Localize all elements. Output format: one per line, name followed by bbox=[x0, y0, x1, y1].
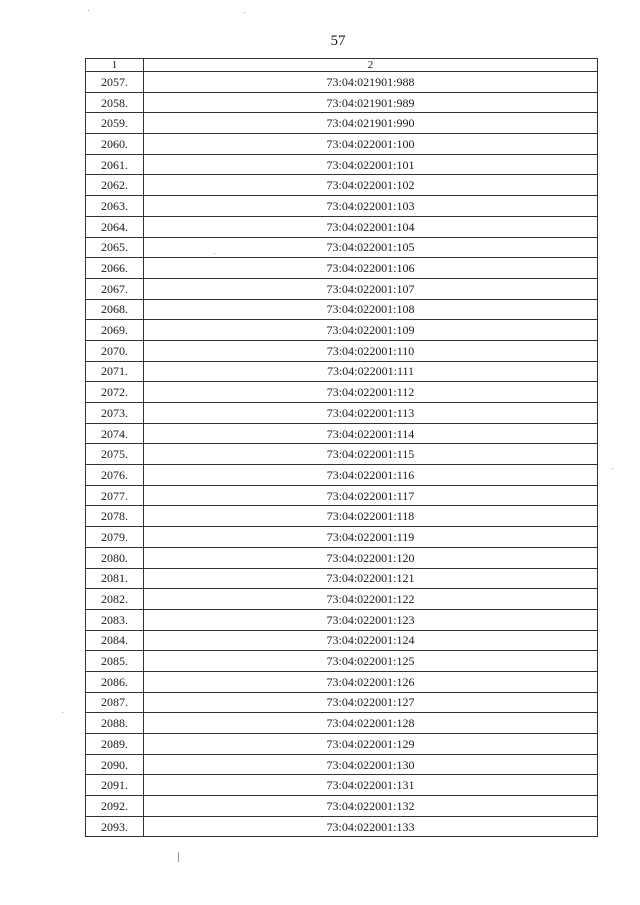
cadastral-number-cell: 73:04:021901:990 bbox=[144, 113, 598, 134]
row-number-cell: 2076. bbox=[86, 465, 144, 486]
table-row bbox=[86, 506, 598, 527]
cadastral-number-cell: 73:04:022001:122 bbox=[144, 589, 598, 610]
scan-speck bbox=[214, 253, 215, 254]
cadastral-number-cell: 73:04:022001:112 bbox=[144, 382, 598, 403]
row-number-cell: 2085. bbox=[86, 651, 144, 672]
row-number-cell: 2082. bbox=[86, 589, 144, 610]
table-row bbox=[86, 547, 598, 568]
row-number-cell: 2060. bbox=[86, 134, 144, 155]
table-row bbox=[86, 609, 598, 630]
cadastral-number-cell: 73:04:021901:989 bbox=[144, 92, 598, 113]
row-number-cell: 2061. bbox=[86, 154, 144, 175]
table-row bbox=[86, 196, 598, 217]
table-row bbox=[86, 796, 598, 817]
cadastral-number-cell: 73:04:022001:131 bbox=[144, 775, 598, 796]
table-body bbox=[86, 72, 598, 837]
cadastral-number-cell: 73:04:022001:118 bbox=[144, 506, 598, 527]
table-row bbox=[86, 465, 598, 486]
row-number-cell: 2068. bbox=[86, 299, 144, 320]
cadastral-number-cell: 73:04:022001:107 bbox=[144, 278, 598, 299]
cadastral-number-cell: 73:04:022001:104 bbox=[144, 216, 598, 237]
column-header-cadastral-number: 2 bbox=[144, 59, 598, 72]
cadastral-number-cell: 73:04:022001:113 bbox=[144, 403, 598, 424]
cadastral-number-cell: 73:04:022001:103 bbox=[144, 196, 598, 217]
table-row bbox=[86, 713, 598, 734]
table-row bbox=[86, 258, 598, 279]
cadastral-number-cell: 73:04:022001:119 bbox=[144, 527, 598, 548]
cadastral-number-cell: 73:04:022001:126 bbox=[144, 671, 598, 692]
table-row bbox=[86, 154, 598, 175]
cadastral-number-cell: 73:04:022001:101 bbox=[144, 154, 598, 175]
row-number-cell: 2077. bbox=[86, 485, 144, 506]
table-row bbox=[86, 816, 598, 837]
table-row bbox=[86, 92, 598, 113]
table-header-row bbox=[86, 59, 598, 72]
table-row bbox=[86, 754, 598, 775]
row-number-cell: 2071. bbox=[86, 361, 144, 382]
table-row bbox=[86, 382, 598, 403]
cadastral-number-cell: 73:04:022001:123 bbox=[144, 609, 598, 630]
column-header-number: 1 bbox=[86, 59, 144, 72]
cadastral-number-cell: 73:04:022001:133 bbox=[144, 816, 598, 837]
row-number-cell: 2070. bbox=[86, 340, 144, 361]
table-row bbox=[86, 775, 598, 796]
table-row bbox=[86, 630, 598, 651]
row-number-cell: 2074. bbox=[86, 423, 144, 444]
cadastral-number-cell: 73:04:022001:111 bbox=[144, 361, 598, 382]
scan-speck bbox=[178, 852, 179, 862]
row-number-cell: 2057. bbox=[86, 72, 144, 93]
row-number-cell: 2059. bbox=[86, 113, 144, 134]
cadastral-number-cell: 73:04:022001:114 bbox=[144, 423, 598, 444]
cadastral-number-cell: 73:04:022001:110 bbox=[144, 340, 598, 361]
row-number-cell: 2065. bbox=[86, 237, 144, 258]
row-number-cell: 2062. bbox=[86, 175, 144, 196]
row-number-cell: 2064. bbox=[86, 216, 144, 237]
row-number-cell: 2073. bbox=[86, 403, 144, 424]
row-number-cell: 2078. bbox=[86, 506, 144, 527]
page-number: 57 bbox=[330, 33, 346, 49]
table-row bbox=[86, 113, 598, 134]
cadastral-number-cell: 73:04:022001:106 bbox=[144, 258, 598, 279]
row-number-cell: 2087. bbox=[86, 692, 144, 713]
row-number-cell: 2075. bbox=[86, 444, 144, 465]
table-row bbox=[86, 589, 598, 610]
table-row bbox=[86, 299, 598, 320]
cadastral-number-cell: 73:04:022001:105 bbox=[144, 237, 598, 258]
table-row bbox=[86, 134, 598, 155]
cadastral-number-cell: 73:04:022001:116 bbox=[144, 465, 598, 486]
cadastral-number-cell: 73:04:022001:115 bbox=[144, 444, 598, 465]
cadastral-number-cell: 73:04:022001:100 bbox=[144, 134, 598, 155]
cadastral-table bbox=[85, 58, 598, 837]
scan-speck bbox=[612, 468, 613, 469]
row-number-cell: 2089. bbox=[86, 734, 144, 755]
cadastral-number-cell: 73:04:022001:125 bbox=[144, 651, 598, 672]
table-row bbox=[86, 278, 598, 299]
table-row bbox=[86, 237, 598, 258]
cadastral-number-cell: 73:04:022001:117 bbox=[144, 485, 598, 506]
row-number-cell: 2066. bbox=[86, 258, 144, 279]
row-number-cell: 2090. bbox=[86, 754, 144, 775]
table-row bbox=[86, 527, 598, 548]
row-number-cell: 2093. bbox=[86, 816, 144, 837]
table-row bbox=[86, 568, 598, 589]
row-number-cell: 2091. bbox=[86, 775, 144, 796]
cadastral-number-cell: 73:04:021901:988 bbox=[144, 72, 598, 93]
cadastral-number-cell: 73:04:022001:124 bbox=[144, 630, 598, 651]
cadastral-number-cell: 73:04:022001:120 bbox=[144, 547, 598, 568]
table-row bbox=[86, 72, 598, 93]
row-number-cell: 2092. bbox=[86, 796, 144, 817]
row-number-cell: 2069. bbox=[86, 320, 144, 341]
table-row bbox=[86, 485, 598, 506]
scan-speck bbox=[62, 712, 63, 713]
table-row bbox=[86, 340, 598, 361]
cadastral-number-cell: 73:04:022001:129 bbox=[144, 734, 598, 755]
row-number-cell: 2079. bbox=[86, 527, 144, 548]
row-number-cell: 2086. bbox=[86, 671, 144, 692]
table-row bbox=[86, 734, 598, 755]
row-number-cell: 2084. bbox=[86, 630, 144, 651]
table-row bbox=[86, 423, 598, 444]
row-number-cell: 2083. bbox=[86, 609, 144, 630]
table-row bbox=[86, 403, 598, 424]
table-row bbox=[86, 671, 598, 692]
table-row bbox=[86, 651, 598, 672]
cadastral-number-cell: 73:04:022001:121 bbox=[144, 568, 598, 589]
row-number-cell: 2088. bbox=[86, 713, 144, 734]
row-number-cell: 2081. bbox=[86, 568, 144, 589]
table-row bbox=[86, 216, 598, 237]
scan-speck bbox=[88, 10, 89, 11]
row-number-cell: 2072. bbox=[86, 382, 144, 403]
row-number-cell: 2080. bbox=[86, 547, 144, 568]
table-row bbox=[86, 175, 598, 196]
row-number-cell: 2063. bbox=[86, 196, 144, 217]
cadastral-number-cell: 73:04:022001:128 bbox=[144, 713, 598, 734]
table-row bbox=[86, 320, 598, 341]
table-row bbox=[86, 444, 598, 465]
scan-speck bbox=[244, 12, 245, 13]
table-row bbox=[86, 692, 598, 713]
cadastral-number-cell: 73:04:022001:102 bbox=[144, 175, 598, 196]
table-row bbox=[86, 361, 598, 382]
cadastral-number-cell: 73:04:022001:109 bbox=[144, 320, 598, 341]
cadastral-number-cell: 73:04:022001:108 bbox=[144, 299, 598, 320]
cadastral-number-cell: 73:04:022001:130 bbox=[144, 754, 598, 775]
cadastral-number-cell: 73:04:022001:132 bbox=[144, 796, 598, 817]
row-number-cell: 2067. bbox=[86, 278, 144, 299]
cadastral-number-cell: 73:04:022001:127 bbox=[144, 692, 598, 713]
row-number-cell: 2058. bbox=[86, 92, 144, 113]
